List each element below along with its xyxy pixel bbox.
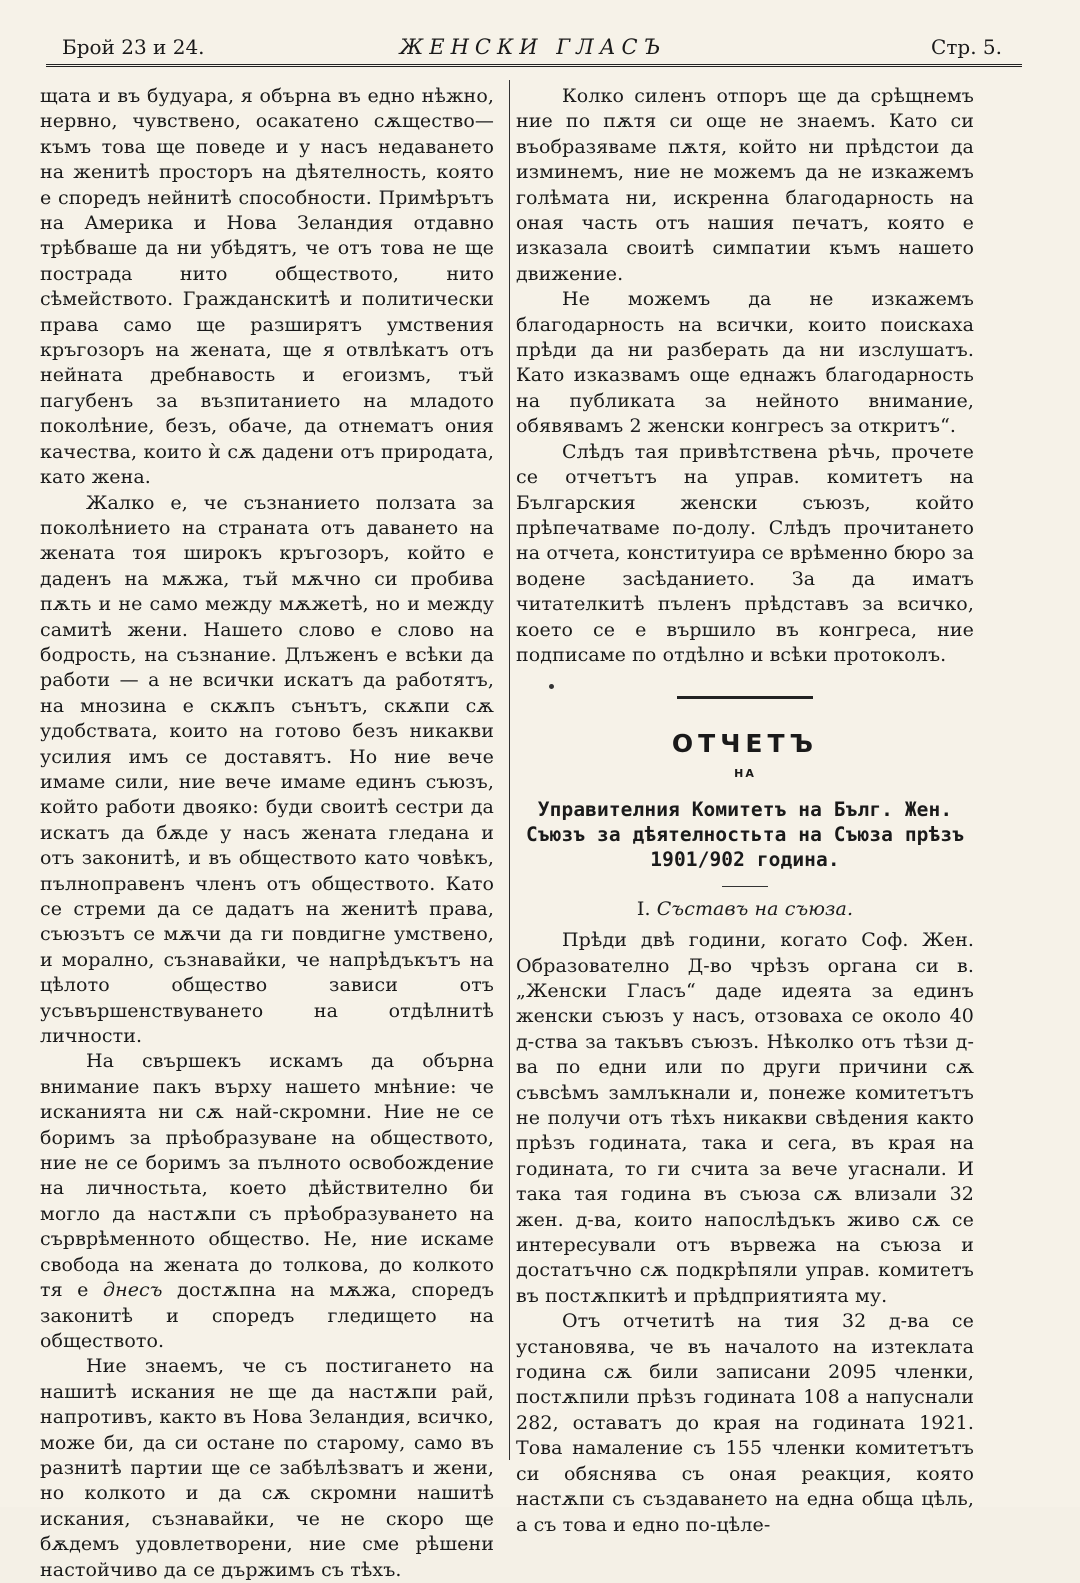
report-connector: НА: [734, 767, 756, 781]
section-title: Съставъ на съюза.: [656, 897, 854, 920]
paragraph: щата и въ будуара, я обърна въ едно нѣжно, нервно, чувствено, осакатено сѫщество—къмъ това ще поведе и у насъ недаването на женитѣ просторъ на дѣятелность, която е споредъ нейнитѣ способности. Примѣрътъ на Америка и Нова Зеландия отдавно трѣбваше да ни убѣдятъ, че отъ това не ще пострада нито обществото, нито сѣмейството. Гражданскитѣ и политически права само ще разширятъ умствения кръгозоръ на жената, ще я отвлѣкатъ отъ нейната дребнавость и егоизмъ, тъй пагубенъ за възпитанието на младото поколѣние, безъ, обаче, да отнематъ ония качества, които ѝ сѫ дадени отъ природата, като жена.: [40, 85, 494, 489]
right-column: [516, 84, 974, 1538]
paragraph: Жалко е, че съзнанието ползата за поколѣнието на страната отъ даването на жената тоя широкъ кръгозоръ, който е даденъ на мѫжа, тъй мѫчно си пробива пѫть и не само между мѫжетѣ, но и между самитѣ жени. Нашето слово е слово на бодрость, на съзнание. Длъженъ е всѣки да работи — а не всички искатъ да работятъ, на мнозина е скѫпъ сънътъ, скѫпи сѫ удобствата, които на готово безъ никакви усилия имъ се доставятъ. Но ние вече имаме сили, ние вече имаме единъ съюзъ, който работи двояко: буди своитѣ сестри да искатъ да бѫде у насъ жената гледана и отъ законитѣ, и въ обществото като човѣкъ, пълноправенъ членъ отъ обществото. Като се стреми да се дадатъ на женитѣ права, съюзътъ се мѫчи да ги повдигне умствено, и морално, съзнавайки, че напрѣдъкътъ на цѣлото общество зависи отъ усъвършенствуването на отдѣлнитѣ личности.: [40, 491, 494, 1048]
paragraph: [40, 1049, 494, 1354]
header-rule: [46, 64, 1022, 67]
section-rule: [677, 696, 813, 699]
report-subtitle: Управителния Комитетъ на Бълг. Жен. Съюзъ за дѣятелностьта на Съюза прѣзъ 1901/902 година.: [525, 797, 965, 871]
paragraph: Не можемъ да не изкажемъ благодарность на всички, които поискаха прѣди да ни разберать да ни изслушатъ. Като изказвамъ още еднажъ благодарность на публиката за нейното внимание, обявявамъ 2 женски конгресъ за откритъ“.: [516, 288, 974, 438]
page-number: Стр. 5.: [931, 35, 1002, 59]
paragraph: Ние знаемъ, че съ постигането на нашитѣ искания не ще да настѫпи рай, напротивъ, както въ Нова Зеландия, всичко, може би, да си остане по старому, само въ разнитѣ партии ще се забѣлѣзватъ и жени, но колкото и да сѫ скромни нашитѣ искания, съзнавайки, че не скоро ще бѫдемъ удовлетворени, ние сме рѣшени настойчиво да се държимъ съ тѣхъ.: [40, 1355, 494, 1581]
column-divider: [509, 80, 510, 1460]
left-column: [40, 84, 494, 1583]
paragraph: Прѣди двѣ години, когато Соф. Жен. Образователно Д-во чрѣзъ органа си в. „Женски Гласъ“ даде идеята за единъ женски съюзъ у насъ, отзоваха се около 40 д-ства за такъвъ съюзъ. Нѣколко отъ тѣзи д-ва по едни или по други причини сѫ съвсѣмъ замлъкнали и, понеже комитетътъ не получи отъ тѣхъ никакви свѣдения както прѣзъ годината, така и сега, въ края на годината, то ги счита за вече угаснали. И така тая година въ съюза сѫ влизали 32 жен. д-ва, които напослѣдъкъ живо сѫ се интересували отъ вървежа на съюза и достатъчно сѫ подкрѣпяли управ. комитетъ въ постѫпкитѣ и прѣдприятията му.: [516, 929, 974, 1307]
report-title: ОТЧЕТЪ: [671, 729, 819, 759]
paragraph: Слѣдъ тая привѣтствена рѣчь, прочете се отчетътъ на управ. комитетъ на Българския женски съюзъ, който прѣпечатваме по-долу. Слѣдъ прочитането на отчета, конституира се врѣменно бюро за водене засѣданието. За да иматъ читателкитѣ пъленъ прѣдставъ за всичко, което се е вършило въ конгреса, ние подписаме по отдѣлно и всѣки протоколъ.: [516, 440, 974, 666]
paragraph-text: На свършекъ искамъ да обърна внимание пакъ върху нашето мнѣние: че исканията ни сѫ най-скромни. Ние не се боримъ за прѣобразуване на обществото, ние не се боримъ за пълното освобождение на личностьта, което дѣйствително би могло да настѫпи съ прѣобразуването на сърврѣменното общество. Не, ние искаме свобода на жената до толкова, до колкото тя е: [40, 1050, 494, 1302]
section-number: I.: [636, 897, 651, 920]
paragraph: Отъ отчетитѣ на тия 32 д-ва се установява, че въ началото на изтеклата година сѫ били записани 2095 членки, постѫпили прѣзъ годината 108 а напуснали 282, оставатъ до края на годината 1921. Това намаление съ 155 членки комитетътъ си обяснява съ оная реакция, която настѫпи съ създаването на една обща цѣль, а съ това и едно по-цѣле-: [516, 1310, 974, 1536]
newspaper-title: ЖЕНСКИ ГЛАСЪ: [399, 35, 667, 59]
paragraph: Колко силенъ отпоръ ще да срѣщнемъ ние по пѫтя си още не знаемъ. Като си въобразяваме пѫтя, който ни прѣдстои да изминемъ, ние не можемъ да не изкажемъ голѣмата ни, искренна благодарность на оная часть отъ нашия печатъ, която е изказала своитѣ симпатии къмъ нашето движение.: [516, 85, 974, 285]
paragraph-text: достѫпна на мѫжа, споредъ законитѣ и споредъ гледището на обществото.: [40, 1279, 495, 1352]
page-header: [46, 30, 1020, 64]
issue-number: Брой 23 и 24.: [62, 35, 205, 59]
emphasis-text: днесъ: [102, 1279, 163, 1302]
subtitle-rule: [722, 886, 768, 887]
section-heading: [516, 897, 974, 922]
